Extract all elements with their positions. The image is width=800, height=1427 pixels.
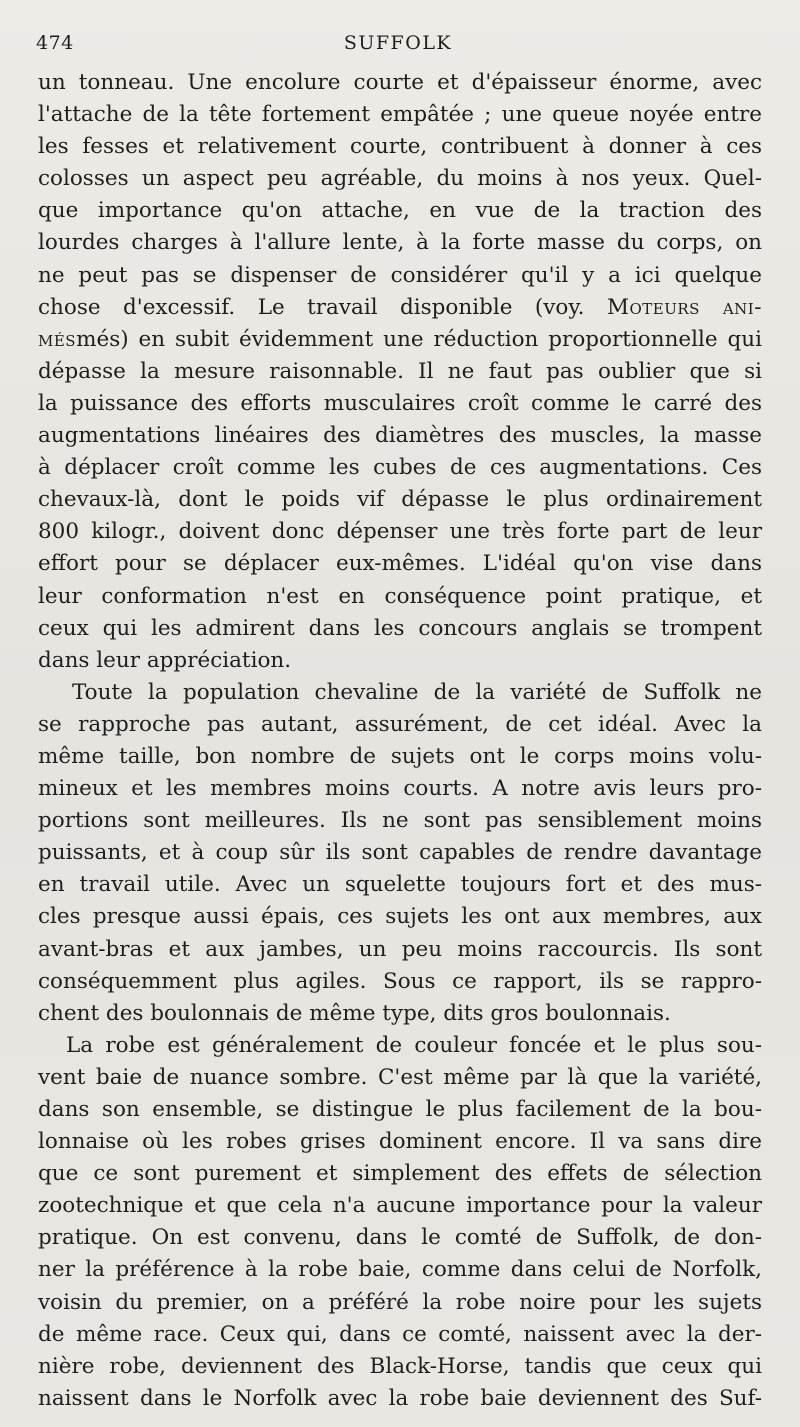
text-line: en travail utile. Avec un squelette toujours fort et des mus- <box>38 872 762 898</box>
text-line: les fesses et relativement courte, contribuent à donner à ces <box>38 134 762 160</box>
text-line: l'attache de la tête fortement empâtée ; une queue noyée entre <box>38 102 762 128</box>
text-line: ner la préférence à la robe baie, comme dans celui de Norfolk, <box>38 1257 762 1283</box>
text-line: chevaux-là, dont le poids vif dépasse le plus ordinairement <box>38 487 762 513</box>
text-line: puissants, et à coup sûr ils sont capables de rendre davantage <box>38 840 762 866</box>
page-header <box>36 30 760 60</box>
cross-reference-end: més <box>38 326 77 352</box>
text-line: zootechnique et que cela n'a aucune importance pour la valeur <box>38 1193 762 1219</box>
text-line-rest: més) en subit évidemment une réduction proportionnelle qui <box>76 326 762 352</box>
text-line: de même race. Ceux qui, dans ce comté, naissent avec la der- <box>38 1321 762 1347</box>
text-line: cles presque aussi épais, ces sujets les ont aux membres, aux <box>38 904 762 930</box>
text-line: dépasse la mesure raisonnable. Il ne faut pas oublier que si <box>38 358 762 384</box>
text-line: mineux et les membres moins courts. A notre avis leurs pro- <box>38 776 762 802</box>
text-line: la puissance des efforts musculaires croît comme le carré des <box>38 390 762 416</box>
text-line: que importance qu'on attache, en vue de la traction des <box>38 198 762 224</box>
page-number: 474 <box>36 32 74 54</box>
text-line: lourdes charges à l'allure lente, à la forte masse du corps, on <box>38 230 762 256</box>
text-line: se rapproche pas autant, assurément, de cet idéal. Avec la <box>38 711 762 737</box>
text-line: portions sont meilleures. Ils ne sont pas sensiblement moins <box>38 808 762 834</box>
text-line: avant-bras et aux jambes, un peu moins raccourcis. Ils sont <box>38 936 762 962</box>
text-line: La robe est généralement de couleur foncée et le plus sou- <box>66 1032 762 1058</box>
text-line: colosses un aspect peu agréable, du moins à nos yeux. Quel- <box>38 166 762 192</box>
text-line: leur conformation n'est en conséquence point pratique, et <box>38 583 762 609</box>
text-line: chent des boulonnais de même type, dits gros boulonnais. <box>38 1000 671 1026</box>
running-title: SUFFOLK <box>343 32 453 54</box>
text-line: effort pour se déplacer eux-mêmes. L'idéal qu'on vise dans <box>38 551 762 577</box>
text-line: dans leur appréciation. <box>38 647 292 673</box>
text-line-start: chose d'excessif. Le travail disponible (voy. <box>38 294 585 320</box>
text-line: nière robe, deviennent des Black-Horse, tandis que ceux qui <box>38 1353 762 1379</box>
text-line: à déplacer croît comme les cubes de ces augmentations. Ces <box>38 455 762 481</box>
cross-reference: Moteurs ani- <box>606 294 762 320</box>
text-line: un tonneau. Une encolure courte et d'épaisseur énorme, avec <box>38 70 762 95</box>
text-line: Toute la population chevaline de la variété de Suffolk ne <box>72 679 762 705</box>
text-line: vent baie de nuance sombre. C'est même par là que la variété, <box>38 1064 762 1090</box>
text-line: dans son ensemble, se distingue le plus facilement de la bou- <box>38 1097 762 1122</box>
text-line <box>38 292 762 324</box>
text-line: voisin du premier, on a préféré la robe noire pour les sujets <box>38 1289 762 1315</box>
text-line: naissent dans le Norfolk avec la robe baie deviennent des Suf- <box>38 1385 762 1411</box>
text-line: que ce sont purement et simplement des effets de sélection <box>38 1161 762 1187</box>
text-line: 800 kilogr., doivent donc dépenser une très forte part de leur <box>38 519 762 545</box>
text-line: même taille, bon nombre de sujets ont le corps moins volu- <box>38 743 762 769</box>
text-line <box>38 324 762 356</box>
text-line: ceux qui les admirent dans les concours anglais se trompent <box>38 615 762 641</box>
body-text <box>38 67 762 1415</box>
text-line: augmentations linéaires des diamètres des muscles, la masse <box>38 423 762 449</box>
text-line: conséquemment plus agiles. Sous ce rapport, ils se rappro- <box>38 968 762 994</box>
text-line: ne peut pas se dispenser de considérer qu'il y a ici quelque <box>38 262 762 288</box>
text-line: pratique. On est convenu, dans le comté de Suffolk, de don- <box>38 1225 762 1251</box>
text-line: lonnaise où les robes grises dominent encore. Il va sans dire <box>38 1129 762 1155</box>
